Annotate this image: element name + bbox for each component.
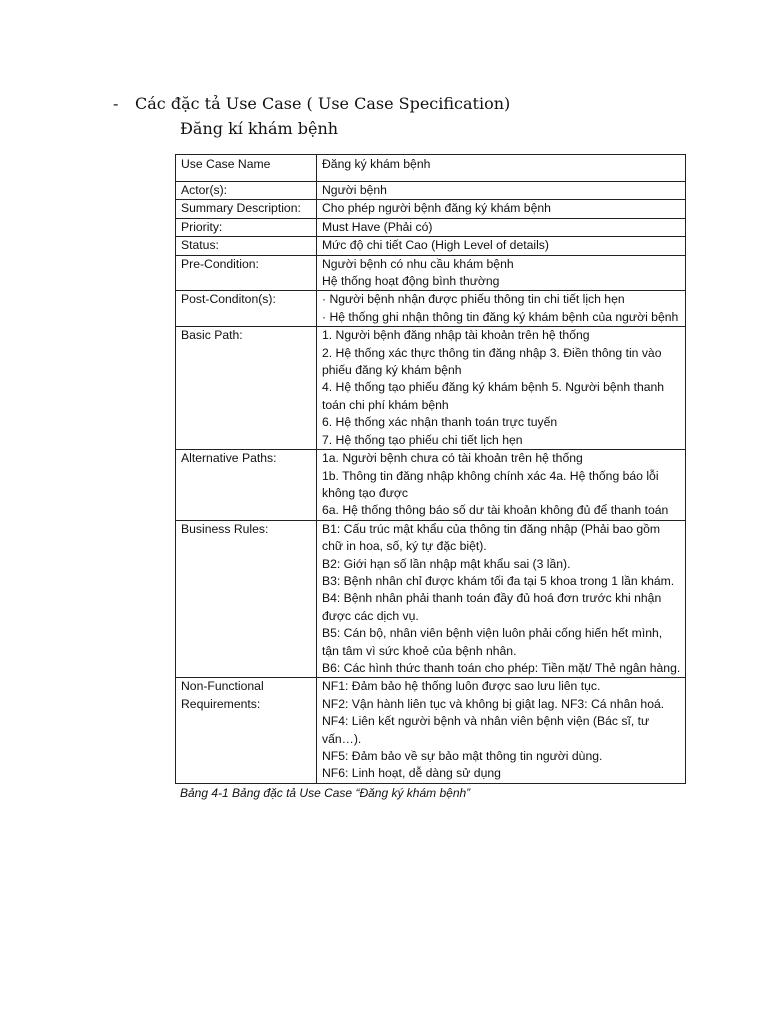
value-line: 6. Hệ thống xác nhận thanh toán trực tuyến: [322, 415, 558, 430]
value-line: Người bệnh có nhu cầu khám bệnh: [322, 256, 514, 271]
table-row: [176, 200, 686, 218]
row-label: Business Rules:: [176, 520, 317, 678]
value-line: · Hệ thống ghi nhận thông tin đăng ký khám bệnh của người bệnh: [322, 309, 679, 324]
value-line: 7. Hệ thống tạo phiếu chi tiết lịch hẹn: [322, 432, 523, 447]
value-line: NF2: Vận hành liên tục và không bị giật lag. NF3: Cá nhân hoá.: [322, 696, 665, 711]
row-label: Post-Conditon(s):: [176, 291, 317, 327]
table-row: [176, 327, 686, 450]
use-case-spec-table: [175, 154, 686, 784]
row-value: [317, 182, 686, 200]
table-caption: Bảng 4-1 Bảng đặc tả Use Case “Đăng ký khám bệnh”: [180, 786, 471, 800]
bullet-dash: -: [113, 94, 119, 113]
value-line: B2: Giới hạn số lần nhập mật khẩu sai (3 lần).: [322, 556, 571, 571]
value-line: NF5: Đảm bảo về sự bảo mật thông tin người dùng.: [322, 749, 603, 763]
value-line: B4: Bệnh nhân phải thanh toán đầy đủ hoá đơn trước khi nhận được các dịch vụ.: [322, 591, 662, 623]
table-row: [176, 237, 686, 255]
value-line: 1a. Người bệnh chưa có tài khoản trên hệ thống: [322, 451, 583, 466]
row-value: [317, 291, 686, 327]
table-row: [176, 291, 686, 327]
row-label: Pre-Condition:: [176, 255, 317, 291]
row-value: [317, 327, 686, 450]
value-line: 2. Hệ thống xác thực thông tin đăng nhập 3. Điền thông tin vào phiếu đăng ký khám bệnh: [322, 345, 662, 378]
value-line: B3: Bệnh nhân chỉ được khám tối đa tại 5 khoa trong 1 lần khám.: [322, 573, 675, 588]
row-value: [317, 237, 686, 255]
value-line: NF6: Linh hoạt, dễ dàng sử dụng: [322, 766, 501, 781]
table-row: [176, 182, 686, 200]
table-row: [176, 218, 686, 236]
value-line: · Người bệnh nhận được phiếu thông tin chi tiết lịch hẹn: [322, 292, 625, 307]
row-label: Priority:: [176, 218, 317, 236]
row-value: [317, 155, 686, 182]
row-value: [317, 218, 686, 236]
table-row: [176, 450, 686, 521]
value-line: Hệ thống hoạt động bình thường: [322, 274, 500, 289]
value-line: 4. Hệ thống tạo phiếu đăng ký khám bệnh 5. Người bệnh thanh toán chi phí khám bệnh: [322, 380, 665, 412]
section-title: Các đặc tả Use Case ( Use Case Specification): [135, 94, 511, 113]
row-label: Actor(s):: [176, 182, 317, 200]
row-value: [317, 255, 686, 291]
row-value: [317, 450, 686, 521]
value-line: NF1: Đảm bảo hệ thống luôn được sao lưu liên tục.: [322, 679, 601, 694]
table-row: [176, 255, 686, 291]
value-line: Cho phép người bệnh đăng ký khám bệnh: [322, 201, 551, 216]
row-label: Status:: [176, 237, 317, 255]
value-line: Mức độ chi tiết Cao (High Level of details): [322, 238, 549, 253]
table-row: [176, 678, 686, 783]
value-line: B1: Cấu trúc mật khẩu của thông tin đăng nhập (Phải bao gồm chữ in hoa, số, ký tự đặc biệt).: [322, 521, 661, 554]
value-line: Người bệnh: [322, 183, 387, 197]
row-value: [317, 200, 686, 218]
value-line: Must Have (Phải có): [322, 219, 433, 234]
value-line: 1b. Thông tin đăng nhập không chính xác 4a. Hệ thống báo lỗi không tạo được: [322, 468, 659, 500]
table-row: [176, 520, 686, 678]
value-line: Đăng ký khám bệnh: [322, 157, 431, 171]
row-label: Summary Description:: [176, 200, 317, 218]
value-line: 6a. Hệ thống thông báo số dư tài khoản không đủ để thanh toán: [322, 503, 669, 518]
value-line: 1. Người bệnh đăng nhập tài khoản trên hệ thống: [322, 328, 590, 343]
row-label: Non-Functional Requirements:: [176, 678, 317, 783]
row-value: [317, 678, 686, 783]
row-value: [317, 520, 686, 678]
table-row: [176, 155, 686, 182]
row-label: Basic Path:: [176, 327, 317, 450]
row-label: Use Case Name: [176, 155, 317, 182]
section-subtitle: Đăng kí khám bệnh: [180, 119, 339, 138]
value-line: NF4: Liên kết người bệnh và nhân viên bệnh viện (Bác sĩ, tư vấn…).: [322, 714, 650, 746]
row-label: Alternative Paths:: [176, 450, 317, 521]
value-line: B5: Cán bộ, nhân viên bệnh viện luôn phải cống hiến hết mình, tận tâm vì sức khoẻ của bệnh nhân.: [322, 626, 663, 658]
value-line: B6: Các hình thức thanh toán cho phép: Tiền mặt/ Thẻ ngân hàng.: [322, 660, 681, 675]
